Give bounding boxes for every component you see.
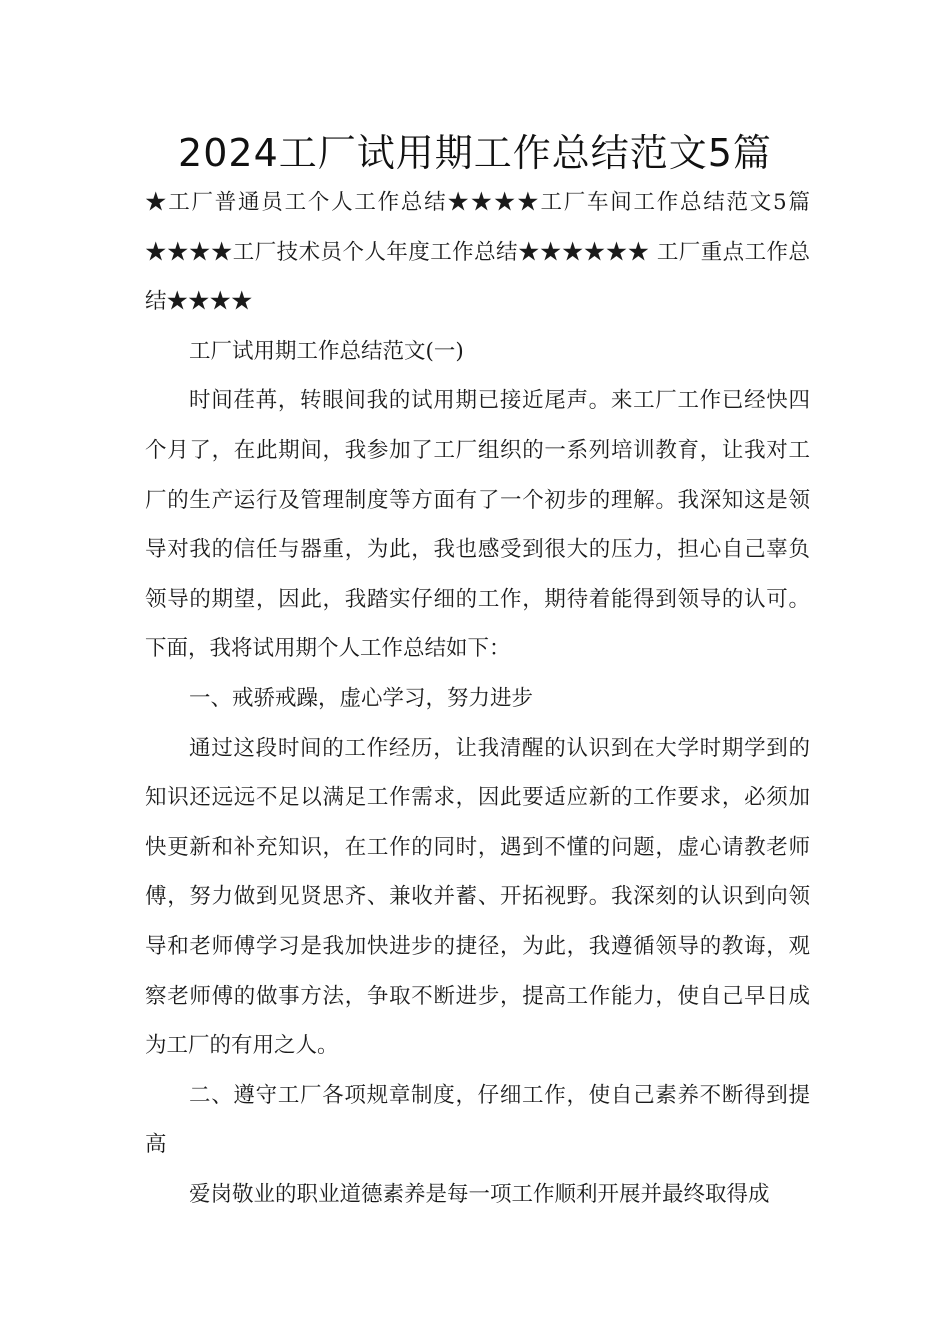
paragraph: 时间荏苒，转眼间我的试用期已接近尾声。来工厂工作已经快四个月了，在此期间，我参加了工厂组织的一系列培训教育，让我对工厂的生产运行及管理制度等方面有了一个初步的理解。我深知这是领导对我的信任与器重，为此，我也感受到很大的压力，担心自己辜负领导的期望，因此，我踏实仔细的工作，期待着能得到领导的认可。下面，我将试用期个人工作总结如下： <box>145 388 810 662</box>
paragraph: 爱岗敬业的职业道德素养是每一项工作顺利开展并最终取得成 <box>189 1181 770 1207</box>
subheading: 一、戒骄戒躁，虚心学习，努力进步 <box>189 685 534 711</box>
paragraph: 通过这段时间的工作经历，让我清醒的认识到在大学时期学到的知识还远远不足以满足工作需求，因此要适应新的工作要求，必须加快更新和补充知识，在工作的同时，遇到不懂的问题，虚心请教老师傅，努力做到见贤思齐、兼收并蓄、开拓视野。我深刻的认识到向领导和老师傅学习是我加快进步的捷径，为此，我遵循领导的教诲，观察老师傅的做事方法，争取不断进步，提高工作能力，使自己早日成为工厂的有用之人。 <box>145 735 810 1059</box>
document-title: 2024工厂试用期工作总结范文5篇 <box>178 131 772 175</box>
document-body <box>145 178 810 1219</box>
subheading: 二、遵守工厂各项规章制度，仔细工作，使自己素养不断得到提高 <box>145 1082 810 1158</box>
section-heading: 工厂试用期工作总结范文(一) <box>189 338 464 364</box>
related-links[interactable]: ★工厂普通员工个人工作总结★★★★工厂车间工作总结范文5篇★★★★工厂技术员个人年度工作总结★★★★★★ 工厂重点工作总结★★★★ <box>145 190 810 315</box>
